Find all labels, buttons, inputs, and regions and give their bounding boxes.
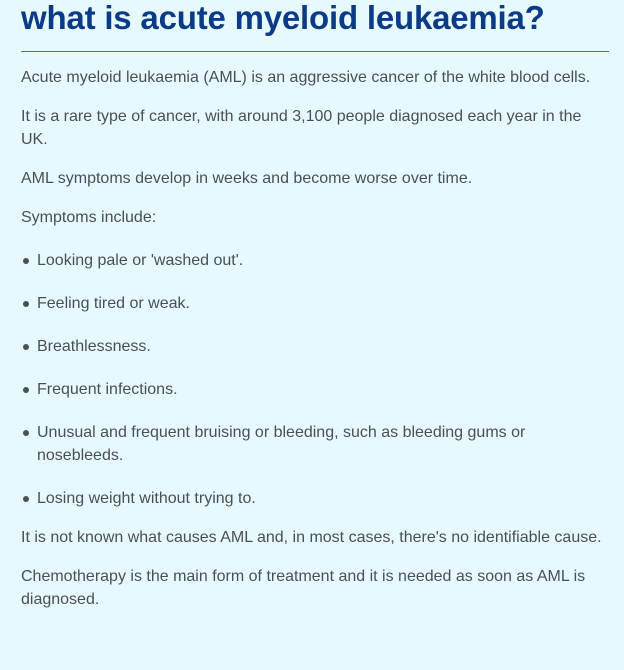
list-item-text: Feeling tired or weak. [37, 295, 190, 312]
list-item-text: Frequent infections. [37, 381, 178, 398]
list-item-text: Looking pale or 'washed out'. [37, 252, 244, 269]
bullet-icon [23, 496, 29, 502]
list-item [21, 421, 611, 467]
article-body [21, 66, 611, 627]
bullet-icon [23, 301, 29, 307]
list-item [21, 378, 611, 401]
closing-paragraph: It is not known what causes AML and, in most cases, there's no identifiable cause. [21, 529, 602, 546]
bullet-icon [23, 387, 29, 393]
list-item [21, 292, 611, 315]
intro-paragraph: It is a rare type of cancer, with around 3,100 people diagnosed each year in the UK. [21, 108, 582, 148]
closing-paragraph: Chemotherapy is the main form of treatment and it is needed as soon as AML is diagnosed. [21, 568, 586, 608]
list-item [21, 487, 611, 510]
bullet-icon [23, 344, 29, 350]
page-title: what is acute myeloid leukaemia? [21, 0, 545, 36]
list-item-text: Unusual and frequent bruising or bleeding, such as bleeding gums or nosebleeds. [37, 424, 526, 464]
intro-paragraph: Acute myeloid leukaemia (AML) is an aggressive cancer of the white blood cells. [21, 69, 591, 86]
list-item [21, 249, 611, 272]
list-item-text: Breathlessness. [37, 338, 151, 355]
list-item-text: Losing weight without trying to. [37, 490, 256, 507]
article [21, 0, 611, 608]
bullet-icon [23, 258, 29, 264]
intro-paragraph: AML symptoms develop in weeks and become worse over time. [21, 170, 473, 187]
bullet-icon [23, 430, 29, 436]
list-item [21, 335, 611, 358]
title-divider [21, 51, 609, 52]
symptoms-list [21, 249, 611, 510]
symptoms-heading: Symptoms include: [21, 209, 157, 226]
